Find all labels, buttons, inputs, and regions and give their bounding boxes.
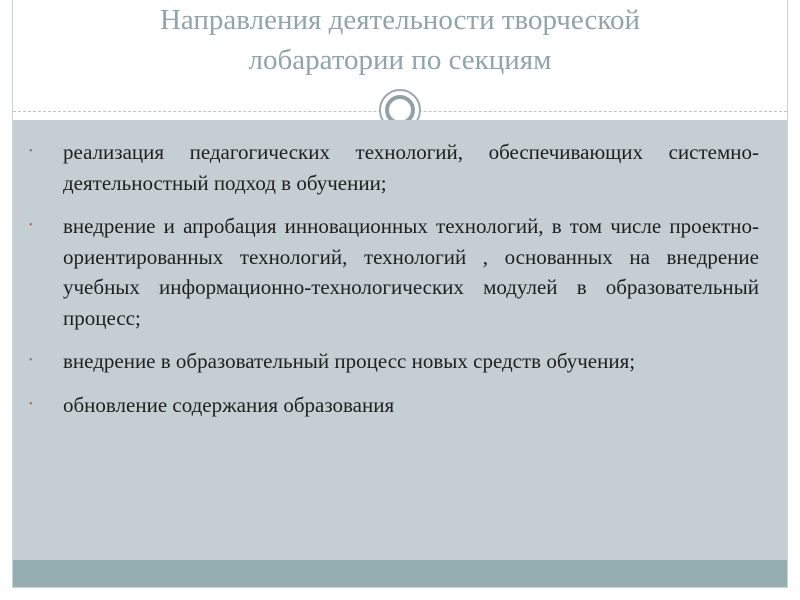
bullet-marker-icon: •: [29, 146, 33, 157]
title-line-1: Направления деятельности творческой: [159, 4, 640, 36]
bullet-item: [29, 390, 759, 421]
bullet-marker-icon: •: [29, 220, 33, 231]
slide-title: [20, 0, 780, 80]
bullet-text: внедрение в образовательный процесс новых средств обучения;: [63, 349, 636, 373]
bullet-marker-icon: •: [29, 398, 33, 410]
bullet-marker-icon: •: [29, 355, 33, 366]
title-line-2: лобаратории по секциям: [248, 44, 552, 76]
bullet-text: реализация педагогических технологий, обеспечивающих системно-деятельностный подход в обучении;: [63, 140, 759, 195]
bullet-list: [29, 137, 759, 433]
bullet-text: обновление содержания образования: [63, 392, 395, 417]
bullet-item: [29, 346, 759, 377]
bullet-item: [29, 211, 759, 333]
footer-band: [13, 560, 787, 587]
bullet-item: [29, 137, 759, 198]
bullet-text: внедрение и апробация инновационных технологий, в том числе проектно- ориентированных технологий, технологий , основанных на внедрение учебных информационно-технологических модулей в образовательный процесс;: [63, 214, 759, 330]
